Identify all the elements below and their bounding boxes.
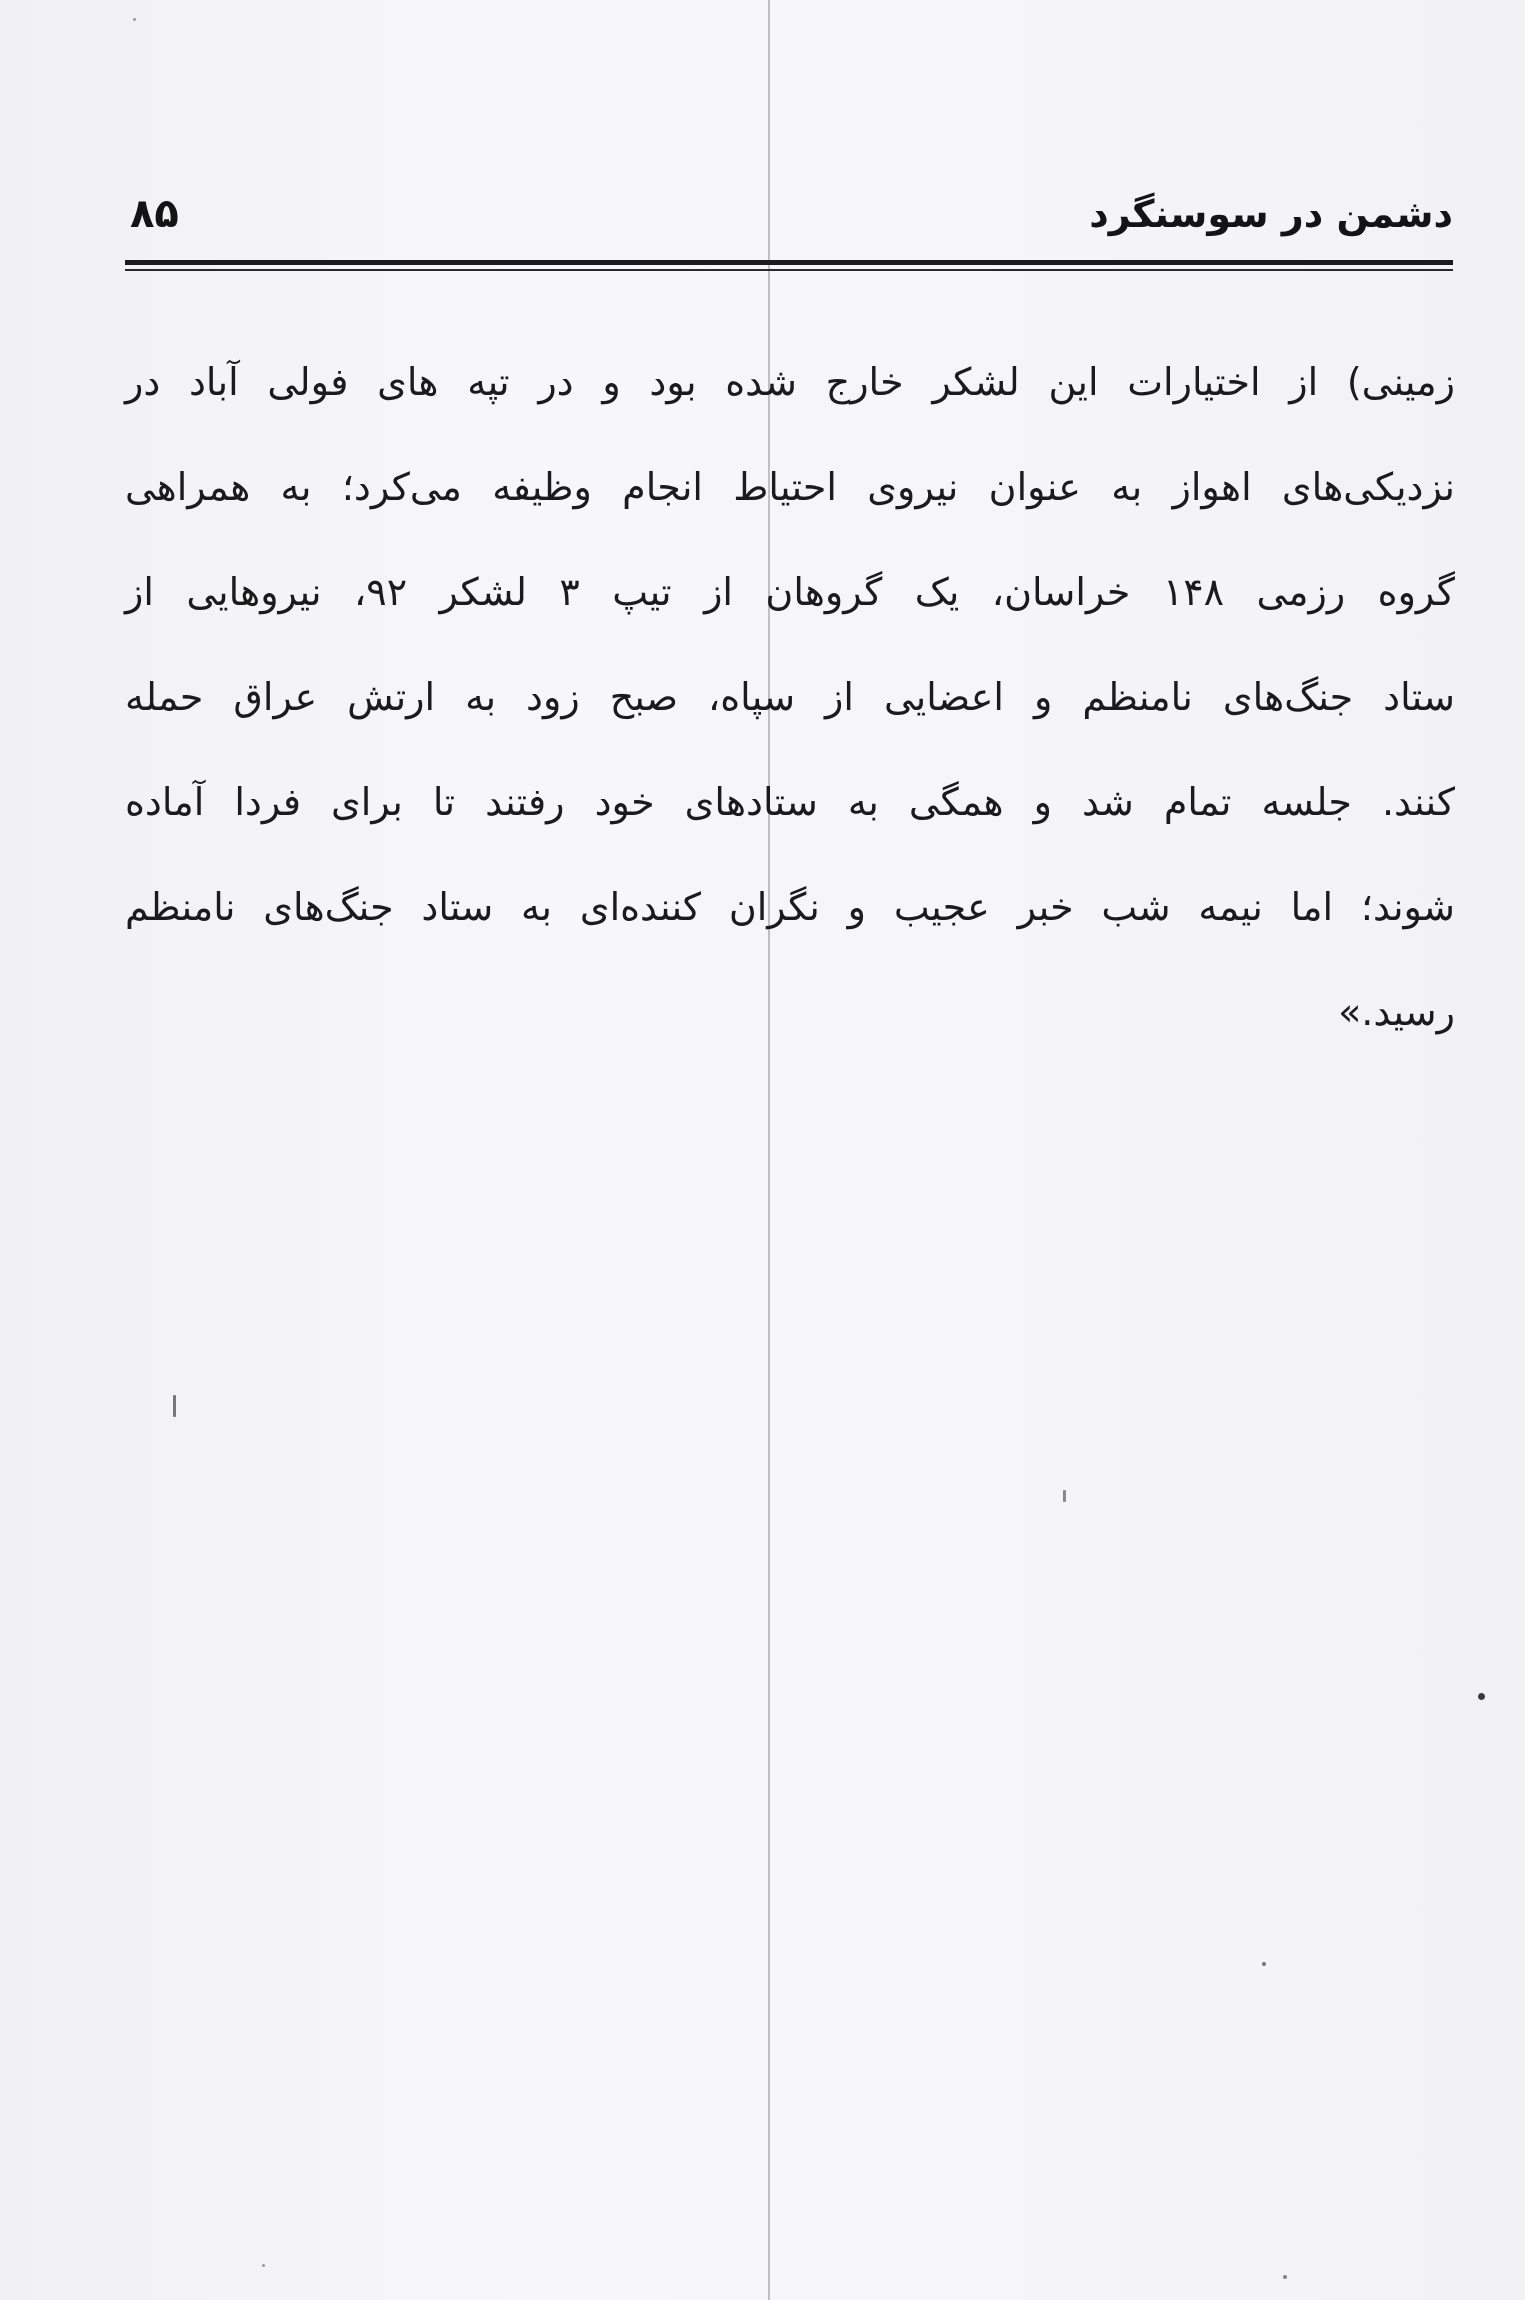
scan-speck [133,18,136,21]
body-line: کنند. جلسه تمام شد و همگی به ستادهای خود رفتند تا برای فردا آماده [125,780,1455,824]
body-line: زمینی) از اختیارات این لشکر خارج شده بود و در تپه های فولی آباد در [125,360,1455,404]
body-line: گروه رزمی ۱۴۸ خراسان، یک گروهان از تیپ ۳ لشکر ۹۲، نیروهایی از [125,570,1455,614]
running-title: دشمن در سوسنگرد [1089,192,1453,236]
scan-speck [1283,2275,1287,2279]
header-rule-thick [125,260,1453,265]
header-rule-thin [125,269,1453,271]
scan-speck [1262,1962,1266,1966]
body-line: نزدیکی‌های اهواز به عنوان نیروی احتیاط انجام وظیفه می‌کرد؛ به همراهی [125,465,1455,509]
page-number: ۸۵ [130,191,179,237]
header-double-rule [125,260,1453,274]
scan-speck [1063,1490,1066,1502]
body-line: ستاد جنگ‌های نامنظم و اعضایی از سپاه، صبح زود به ارتش عراق حمله [125,675,1455,719]
scan-speck [262,2264,265,2267]
scan-speck [1478,1693,1485,1700]
body-line: شوند؛ اما نیمه شب خبر عجیب و نگران کننده‌ای به ستاد جنگ‌های نامنظم [125,885,1455,929]
scan-speck [173,1395,176,1417]
body-line-last: رسید.» [1338,990,1455,1034]
body-paragraph [125,330,1455,1065]
page-header [125,180,1453,250]
